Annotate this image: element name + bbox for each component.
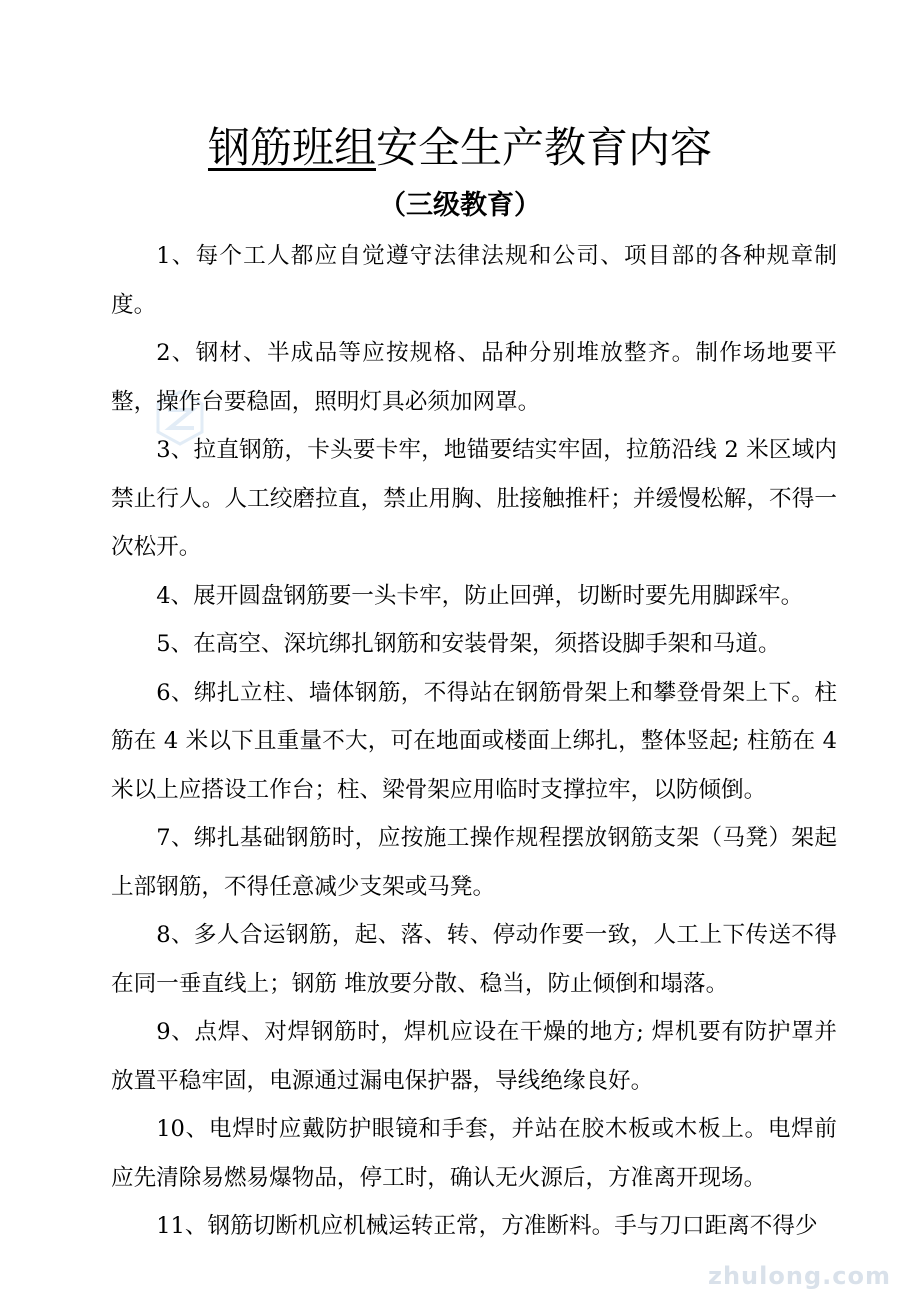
paragraph: 2、钢材、半成品等应按规格、品种分别堆放整齐。制作场地要平整，操作台要稳固，照明灯具必须加网罩。 xyxy=(111,340,837,415)
paragraph: 7、绑扎基础钢筋时，应按施工操作规程摆放钢筋支架（马凳）架起上部钢筋，不得任意减少支架或马凳。 xyxy=(111,825,837,900)
paragraph: 9、点焊、对焊钢筋时，焊机应设在干燥的地方; 焊机要有防护罩并放置平稳牢固，电源通过漏电保护器，导线绝缘良好。 xyxy=(111,1019,837,1094)
paragraph: 4、展开圆盘钢筋要一头卡牢，防止回弹，切断时要先用脚踩牢。 xyxy=(156,582,804,609)
page-title xyxy=(0,118,920,178)
paragraph: 1、每个工人都应自觉遵守法律法规和公司、项目部的各种规章制度。 xyxy=(111,243,837,318)
title-rest: 安全生产教育内容 xyxy=(376,123,713,172)
paragraph: 6、绑扎立柱、墙体钢筋，不得站在钢筋骨架上和攀登骨架上下。柱筋在 4 米以下且重量不大，可在地面或楼面上绑扎，整体竖起; 柱筋在 4 米以上应搭设工作台；柱、梁骨架应用临时支撑拉牢，以防倾倒。 xyxy=(111,679,837,803)
title-underlined: 钢筋班组 xyxy=(207,123,376,172)
page-subtitle: （三级教育） xyxy=(379,190,541,221)
document-body xyxy=(111,232,837,1251)
paragraph: 3、拉直钢筋，卡头要卡牢，地锚要结实牢固，拉筋沿线 2 米区域内禁止行人。人工绞磨拉直，禁止用胸、肚接触推杆；并缓慢松解，不得一次松开。 xyxy=(111,437,837,560)
watermark-text: zhulong.com xyxy=(708,1262,891,1290)
paragraph: 5、在高空、深坑绑扎钢筋和安装骨架，须搭设脚手架和马道。 xyxy=(156,631,781,657)
paragraph: 8、多人合运钢筋，起、落、转、停动作要一致，人工上下传送不得在同一垂直线上；钢筋 堆放要分散、稳当，防止倾倒和塌落。 xyxy=(111,922,837,997)
paragraph: 11、钢筋切断机应机械运转正常，方准断料。手与刀口距离不得少 xyxy=(156,1213,818,1239)
paragraph: 10、电焊时应戴防护眼镜和手套，并站在胶木板或木板上。电焊前应先清除易燃易爆物品，停工时，确认无火源后，方准离开现场。 xyxy=(111,1116,837,1191)
